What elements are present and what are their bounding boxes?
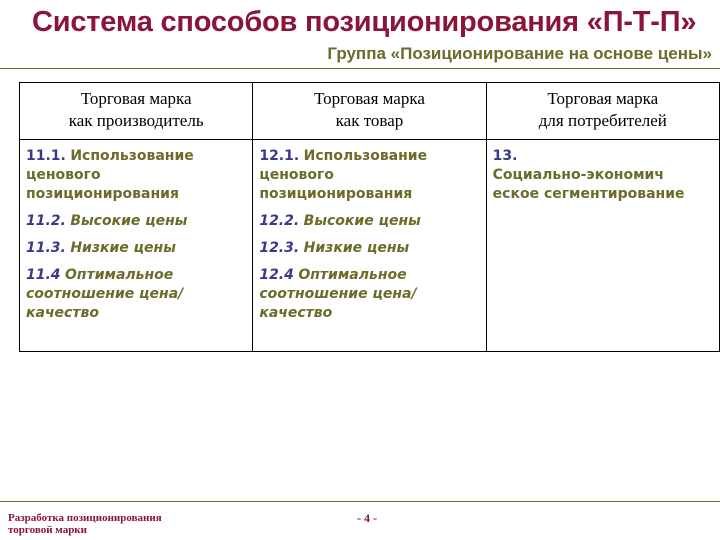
item-number: 11.2.: [26, 213, 66, 229]
item-number: 11.3.: [26, 240, 66, 256]
header-cell-producer: [20, 83, 253, 140]
list-item: [26, 239, 246, 258]
list-item: [259, 266, 479, 323]
item-text: Оптимальное соотношение цена/качество: [26, 267, 184, 321]
item-text: Использование ценового позиционирования: [26, 148, 194, 202]
footer-caption: [8, 512, 218, 536]
list-item: [26, 266, 246, 323]
header-line: для потребителей: [538, 111, 667, 130]
list-item: [493, 147, 713, 204]
item-number: 12.2.: [259, 213, 300, 229]
header-cell-product: [253, 83, 486, 140]
footer-caption-line: Разработка позиционирования: [8, 512, 162, 524]
item-number: 12.4: [259, 267, 294, 283]
item-number: 11.4: [26, 267, 61, 283]
item-number: 12.3.: [259, 240, 300, 256]
list-item: [259, 147, 479, 204]
title-divider: [0, 68, 720, 69]
positioning-table: [19, 82, 720, 352]
item-text: Высокие цены: [303, 213, 421, 229]
header-line: Торговая марка: [80, 89, 192, 108]
cell-consumer-methods: [486, 140, 719, 352]
item-text: Высокие цены: [70, 213, 188, 229]
list-item: [26, 212, 246, 231]
table-row: [20, 140, 720, 352]
header-line: Торговая марка: [547, 89, 659, 108]
slide-subtitle: Группа «Позиционирование на основе цены»: [327, 44, 712, 63]
header-cell-consumer: [486, 83, 719, 140]
header-line: Торговая марка: [314, 89, 425, 108]
header-line: как производитель: [68, 111, 204, 130]
item-text: Низкие цены: [70, 240, 176, 256]
footer-caption-line: торговой марки: [8, 524, 87, 536]
list-item: [259, 239, 479, 258]
item-text: Низкие цены: [303, 240, 410, 256]
item-text: Оптимальное соотношение цена/качество: [259, 267, 417, 321]
item-number: 11.1.: [26, 148, 66, 164]
slide-title: Система способов позиционирования «П-Т-П»: [32, 6, 697, 38]
footer-divider: [0, 501, 720, 502]
item-number: 12.1.: [259, 148, 300, 164]
item-text: Социально-экономич еское сегментирование: [492, 167, 685, 202]
cell-producer-methods: [20, 140, 253, 352]
cell-product-methods: [253, 140, 486, 352]
item-text: Использование ценового позиционирования: [259, 148, 428, 202]
header-line: как товар: [335, 111, 404, 130]
table-header-row: [20, 83, 720, 140]
list-item: [259, 212, 479, 231]
list-item: [26, 147, 246, 204]
item-number: 13.: [492, 148, 518, 164]
page-number: - 4 -: [357, 511, 377, 525]
